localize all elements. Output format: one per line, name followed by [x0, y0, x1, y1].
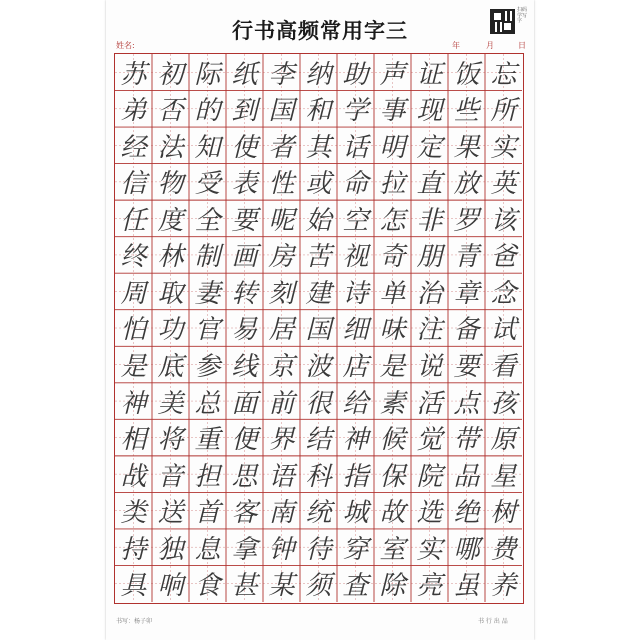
grid-char: 细: [342, 315, 369, 346]
grid-char: 要: [231, 205, 258, 236]
grid-char: 定: [416, 132, 443, 163]
grid-char: 苦: [305, 242, 332, 273]
grid-char: 该: [490, 205, 517, 236]
grid-char: 品: [453, 461, 480, 492]
grid-char: 度: [157, 205, 184, 236]
grid-char: 空: [342, 205, 369, 236]
grid-char: 孩: [490, 388, 517, 419]
grid-char: 钟: [268, 534, 295, 565]
grid-char: 信: [120, 169, 147, 200]
grid-char: 带: [453, 425, 480, 456]
grid-char: 穿: [342, 534, 369, 565]
grid-char: 类: [120, 498, 147, 529]
grid-char: 取: [157, 278, 184, 309]
grid-char: 神: [120, 388, 147, 419]
grid-char: 爸: [490, 242, 517, 273]
grid-char: 忘: [490, 59, 517, 90]
grid-char: 担: [194, 461, 221, 492]
grid-char: 李: [268, 59, 295, 90]
grid-char: 妻: [194, 278, 221, 309]
grid-char: 界: [268, 425, 295, 456]
grid-char: 罗: [453, 205, 480, 236]
grid-char: 某: [268, 571, 295, 602]
grid-char: 京: [268, 352, 295, 383]
grid-char: 房: [268, 242, 295, 273]
grid-char: 章: [453, 278, 480, 309]
grid-char: 活: [416, 388, 443, 419]
grid-char: 受: [194, 169, 221, 200]
grid-char: 法: [157, 132, 184, 163]
qr-code-icon[interactable]: [490, 9, 515, 34]
grid-char: 诗: [342, 278, 369, 309]
grid-char: 的: [194, 96, 221, 127]
grid-char: 性: [268, 169, 295, 200]
grid-char: 命: [342, 169, 369, 200]
grid-char: 甚: [231, 571, 258, 602]
day-label: 日: [518, 41, 526, 50]
footer-author: 书写：杨子卯: [116, 618, 153, 625]
grid-char: 经: [120, 132, 147, 163]
grid-char: 视: [342, 242, 369, 273]
grid-char: 怎: [379, 205, 406, 236]
grid-char: 院: [416, 461, 443, 492]
grid-char: 苏: [120, 59, 147, 90]
grid-char: 英: [490, 169, 517, 200]
grid-char: 哪: [453, 534, 480, 565]
grid-char: 其: [305, 132, 332, 163]
grid-char: 保: [379, 461, 406, 492]
grid-char: 奇: [379, 242, 406, 273]
grid-char: 际: [194, 59, 221, 90]
grid-char: 否: [157, 96, 184, 127]
grid-char: 事: [379, 96, 406, 127]
grid-char: 虽: [453, 571, 480, 602]
grid-char: 绝: [453, 498, 480, 529]
grid-char: 波: [305, 352, 332, 383]
grid-char: 故: [379, 498, 406, 529]
grid-char: 将: [157, 425, 184, 456]
grid-char: 科: [305, 461, 332, 492]
grid-char: 实: [490, 132, 517, 163]
footer-publisher: 书 行 出 品: [478, 618, 508, 625]
grid-char: 或: [305, 169, 332, 200]
grid-char: 始: [305, 205, 332, 236]
grid-char: 底: [157, 352, 184, 383]
grid-char: 很: [305, 388, 332, 419]
grid-char: 声: [379, 59, 406, 90]
month-label: 月: [486, 41, 494, 50]
grid-char: 学: [342, 96, 369, 127]
grid-char: 易: [231, 315, 258, 346]
grid-char: 参: [194, 352, 221, 383]
grid-char: 候: [379, 425, 406, 456]
grid-char: 思: [231, 461, 258, 492]
grid-char: 素: [379, 388, 406, 419]
grid-char: 建: [305, 278, 332, 309]
grid-char: 拉: [379, 169, 406, 200]
grid-char: 单: [379, 278, 406, 309]
grid-char: 客: [231, 498, 258, 529]
grid-char: 息: [194, 534, 221, 565]
grid-char: 点: [453, 388, 480, 419]
grid-char: 居: [268, 315, 295, 346]
grid-char: 便: [231, 425, 258, 456]
grid-char: 亮: [416, 571, 443, 602]
grid-char: 重: [194, 425, 221, 456]
grid-char: 官: [194, 315, 221, 346]
grid-char: 证: [416, 59, 443, 90]
grid-char: 注: [416, 315, 443, 346]
grid-char: 直: [416, 169, 443, 200]
grid-char: 是: [120, 352, 147, 383]
grid-char: 具: [120, 571, 147, 602]
grid-char: 送: [157, 498, 184, 529]
grid-char: 语: [268, 461, 295, 492]
grid-char: 结: [305, 425, 332, 456]
grid-char: 星: [490, 461, 517, 492]
grid-char: 室: [379, 534, 406, 565]
year-label: 年: [452, 41, 460, 50]
grid-char: 助: [342, 59, 369, 90]
grid-char: 原: [490, 425, 517, 456]
grid-char: 使: [231, 132, 258, 163]
grid-char: 纸: [231, 59, 258, 90]
grid-char: 知: [194, 132, 221, 163]
grid-char: 南: [268, 498, 295, 529]
grid-char: 神: [342, 425, 369, 456]
grid-char: 要: [453, 352, 480, 383]
grid-char: 费: [490, 534, 517, 565]
grid-char: 前: [268, 388, 295, 419]
grid-char: 终: [120, 242, 147, 273]
grid-char: 试: [490, 315, 517, 346]
grid-char: 相: [120, 425, 147, 456]
grid-char: 独: [157, 534, 184, 565]
grid-char: 纳: [305, 59, 332, 90]
grid-char: 明: [379, 132, 406, 163]
grid-char: 看: [490, 352, 517, 383]
grid-char: 觉: [416, 425, 443, 456]
grid-char: 些: [453, 96, 480, 127]
grid-char: 实: [416, 534, 443, 565]
grid-char: 统: [305, 498, 332, 529]
grid-char: 国: [268, 96, 295, 127]
grid-char: 怕: [120, 315, 147, 346]
grid-char: 弟: [120, 96, 147, 127]
grid-char: 呢: [268, 205, 295, 236]
grid-char: 非: [416, 205, 443, 236]
grid-char: 待: [305, 534, 332, 565]
grid-char: 初: [157, 59, 184, 90]
grid-char: 指: [342, 461, 369, 492]
grid-char: 响: [157, 571, 184, 602]
grid-char: 刻: [268, 278, 295, 309]
qr-caption: 扫码学写字: [517, 7, 528, 24]
grid-char: 饭: [453, 59, 480, 90]
grid-char: 音: [157, 461, 184, 492]
grid-char: 美: [157, 388, 184, 419]
grid-char: 朋: [416, 242, 443, 273]
grid-char: 周: [120, 278, 147, 309]
grid-char: 除: [379, 571, 406, 602]
grid-char: 制: [194, 242, 221, 273]
grid-char: 和: [305, 96, 332, 127]
name-label: 姓名:: [116, 41, 135, 50]
grid-char: 说: [416, 352, 443, 383]
grid-char: 果: [453, 132, 480, 163]
grid-char: 全: [194, 205, 221, 236]
grid-char: 任: [120, 205, 147, 236]
grid-char: 査: [342, 571, 369, 602]
grid-char: 物: [157, 169, 184, 200]
grid-char: 功: [157, 315, 184, 346]
grid-char: 现: [416, 96, 443, 127]
practice-grid: [114, 53, 524, 604]
grid-char: 树: [490, 498, 517, 529]
grid-char: 食: [194, 571, 221, 602]
grid-char: 者: [268, 132, 295, 163]
grid-char: 拿: [231, 534, 258, 565]
grid-char: 须: [305, 571, 332, 602]
grid-char: 店: [342, 352, 369, 383]
grid-char: 战: [120, 461, 147, 492]
grid-char: 放: [453, 169, 480, 200]
grid-char: 总: [194, 388, 221, 419]
grid-char: 味: [379, 315, 406, 346]
grid-char: 到: [231, 96, 258, 127]
grid-char: 面: [231, 388, 258, 419]
grid-char: 选: [416, 498, 443, 529]
grid-char: 治: [416, 278, 443, 309]
grid-char: 首: [194, 498, 221, 529]
grid-char: 青: [453, 242, 480, 273]
grid-char: 养: [490, 571, 517, 602]
grid-char: 表: [231, 169, 258, 200]
grid-char: 林: [157, 242, 184, 273]
grid-char: 念: [490, 278, 517, 309]
grid-char: 给: [342, 388, 369, 419]
grid-char: 话: [342, 132, 369, 163]
grid-char: 城: [342, 498, 369, 529]
page-title: 行书高频常用字三: [232, 18, 408, 43]
grid-char: 画: [231, 242, 258, 273]
grid-char: 备: [453, 315, 480, 346]
grid-char: 持: [120, 534, 147, 565]
grid-char: 线: [231, 352, 258, 383]
grid-char: 转: [231, 278, 258, 309]
grid-char: 所: [490, 96, 517, 127]
grid-char: 国: [305, 315, 332, 346]
grid-char: 是: [379, 352, 406, 383]
